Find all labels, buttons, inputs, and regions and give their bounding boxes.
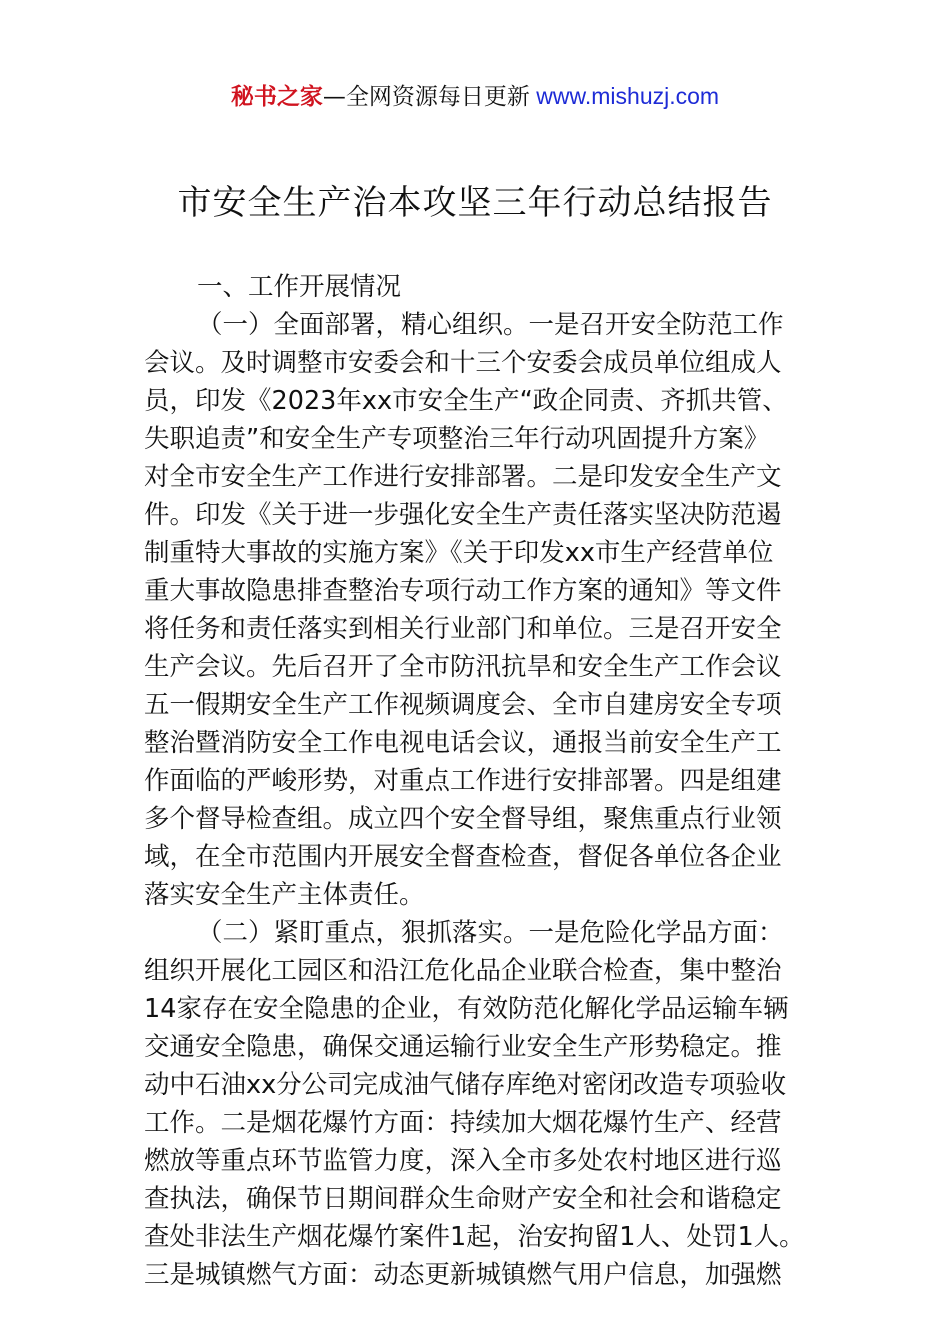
brand-name: 秘书之家	[230, 84, 323, 110]
paragraph-line: 会议。及时调整市安委会和十三个安委会成员单位组成人	[144, 348, 782, 378]
paragraph-line: （二）紧盯重点，狠抓落实。一是危险化学品方面：	[197, 918, 784, 948]
paragraph-line: 交通安全隐患，确保交通运输行业安全生产形势稳定。推	[144, 1032, 782, 1062]
paragraph-line: 制重特大事故的实施方案》《关于印发xx市生产经营单位	[144, 538, 774, 568]
paragraph-line: 三是城镇燃气方面：动态更新城镇燃气用户信息，加强燃	[144, 1260, 782, 1290]
paragraph-line: 组织开展化工园区和沿江危化品企业联合检查，集中整治	[144, 956, 782, 986]
paragraph-line: 多个督导检查组。成立四个安全督导组，聚焦重点行业领	[144, 804, 782, 834]
paragraph-line: 五一假期安全生产工作视频调度会、全市自建房安全专项	[144, 690, 782, 720]
paragraph-line: 14家存在安全隐患的企业，有效防范化解化学品运输车辆	[144, 994, 789, 1024]
paragraph-line: 件。印发《关于进一步强化安全生产责任落实坚决防范遏	[144, 500, 782, 530]
paragraph-line: 重大事故隐患排查整治专项行动工作方案的通知》等文件	[144, 576, 782, 606]
paragraph-line: 查执法，确保节日期间群众生命财产安全和社会和谐稳定	[144, 1184, 782, 1214]
paragraph-line: 燃放等重点环节监管力度，深入全市多处农村地区进行巡	[144, 1146, 782, 1176]
document-title: 市安全生产治本攻坚三年行动总结报告	[177, 183, 773, 223]
paragraph-line: 对全市安全生产工作进行安排部署。二是印发安全生产文	[144, 462, 782, 492]
paragraph-line: （一）全面部署，精心组织。一是召开安全防范工作	[197, 310, 784, 340]
paragraph-line: 动中石油xx分公司完成油气储存库绝对密闭改造专项验收	[144, 1070, 787, 1100]
paragraph-line: 域，在全市范围内开展安全督查检查，督促各单位各企业	[144, 842, 782, 872]
paragraph-line: 作面临的严峻形势，对重点工作进行安排部署。四是组建	[144, 766, 782, 796]
paragraph-line: 员，印发《2023年xx市安全生产“政企同责、齐抓共管、	[144, 386, 788, 416]
document-body	[144, 268, 824, 1294]
site-banner	[0, 80, 950, 113]
paragraph-line: 查处非法生产烟花爆竹案件1起，治安拘留1人、处罚1人。	[144, 1222, 805, 1252]
paragraph-line: 将任务和责任落实到相关行业部门和单位。三是召开安全	[144, 614, 782, 644]
paragraph-line: 落实安全生产主体责任。	[144, 880, 425, 910]
section-heading: 一、工作开展情况	[197, 272, 402, 302]
paragraph-line: 工作。二是烟花爆竹方面：持续加大烟花爆竹生产、经营	[144, 1108, 782, 1138]
paragraph-line: 整治暨消防安全工作电视电话会议，通报当前安全生产工	[144, 728, 782, 758]
paragraph-line: 失职追责”和安全生产专项整治三年行动巩固提升方案》	[144, 424, 770, 454]
site-url-link[interactable]: www.mishuzj.com	[529, 83, 720, 109]
brand-slogan: —全网资源每日更新	[322, 84, 530, 110]
paragraph-line: 生产会议。先后召开了全市防汛抗旱和安全生产工作会议	[144, 652, 782, 682]
